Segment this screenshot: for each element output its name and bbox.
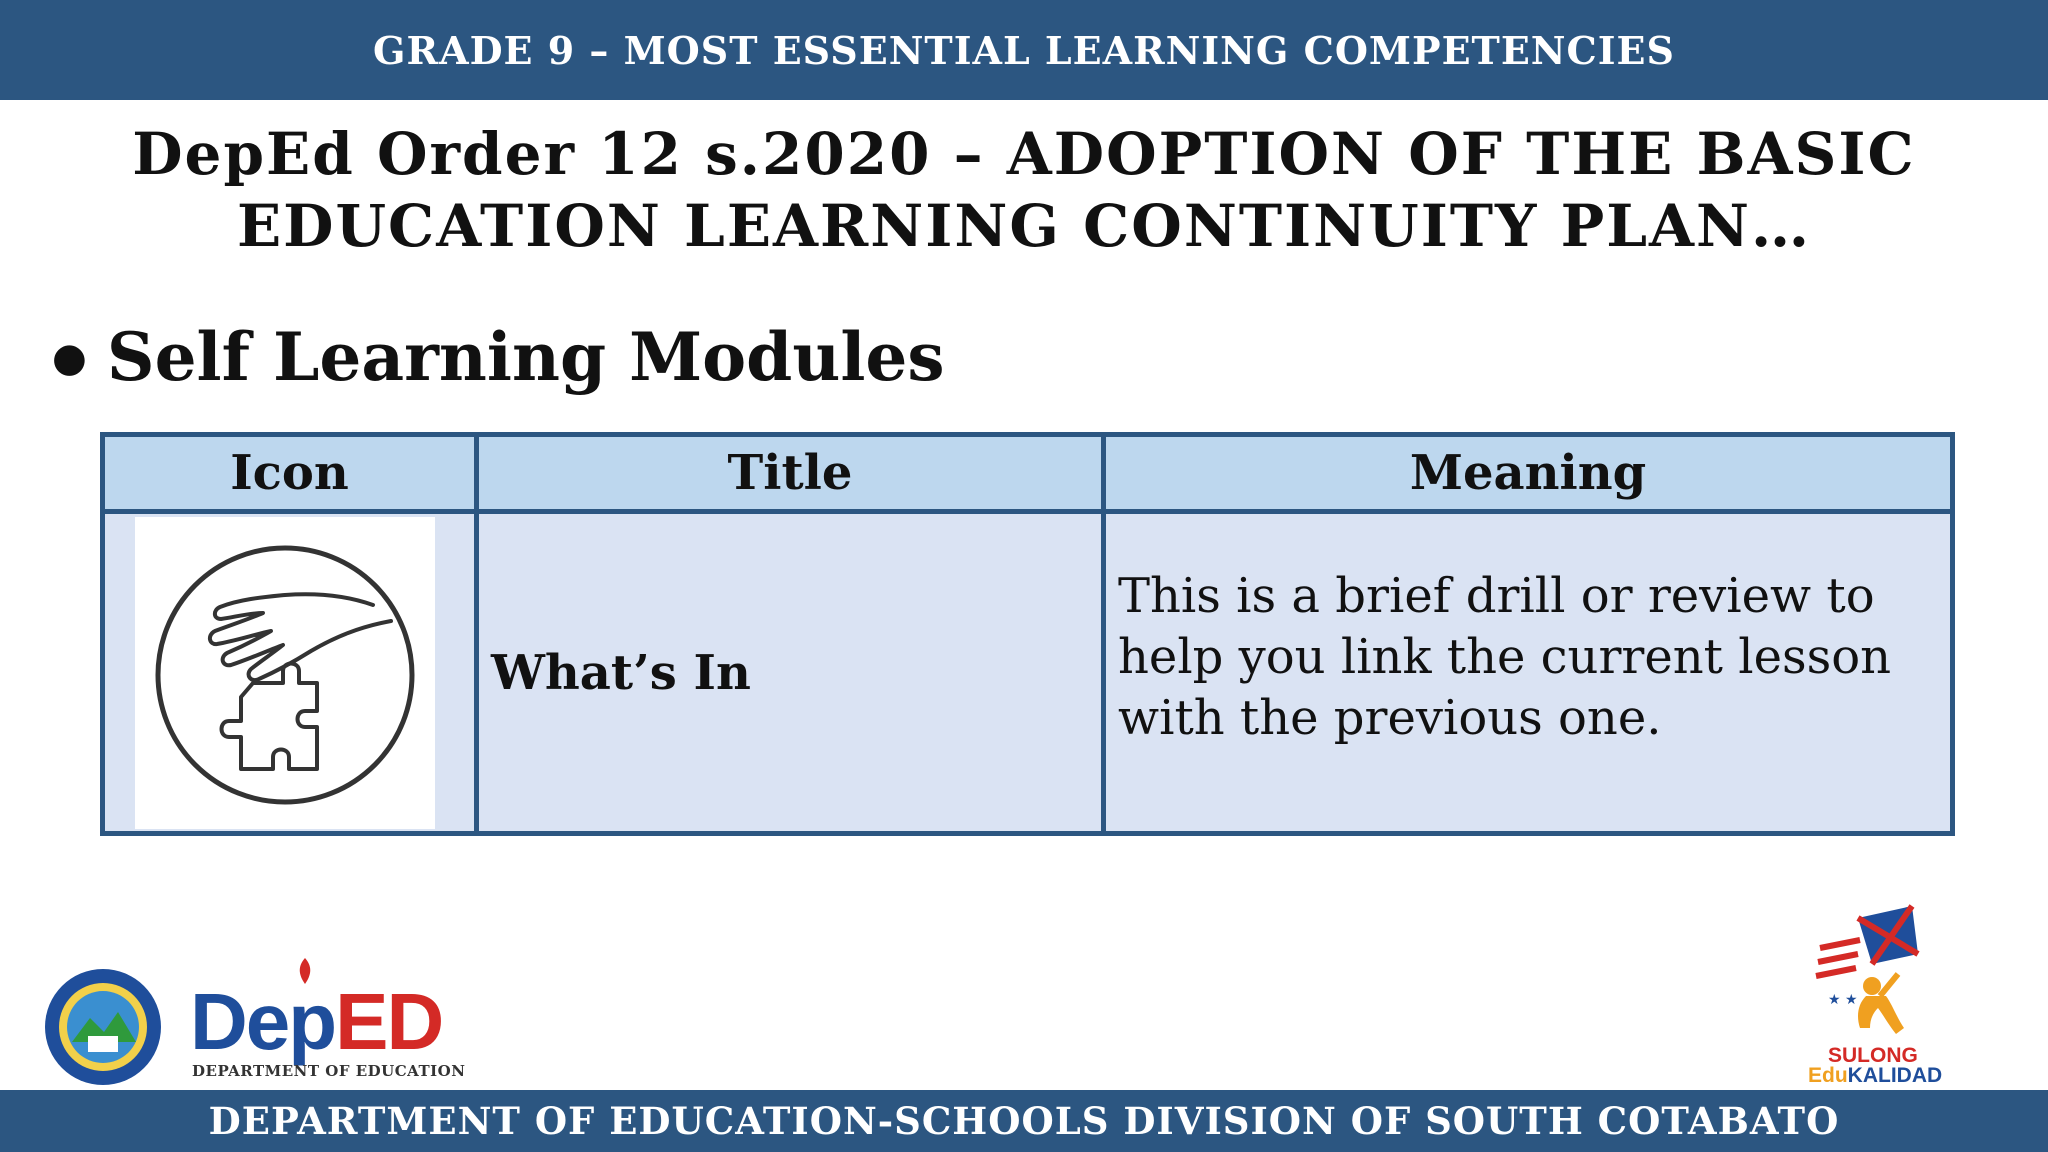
deped-wordmark: DepED (190, 977, 443, 1066)
row-title: What’s In (477, 512, 1104, 834)
bullet-dot-icon: ● (52, 333, 87, 381)
header-title: Title (477, 435, 1104, 512)
row-meaning: This is a brief drill or review to help you link the current lesson with the previous one. (1104, 512, 1953, 834)
slide-title (0, 118, 2048, 262)
icon-cell (103, 512, 477, 834)
edukalidad-text: EduKALIDAD (1808, 1064, 1943, 1087)
sulong-text: SULONG (1828, 1044, 1918, 1067)
table-row (103, 512, 1953, 834)
svg-text:★ ★: ★ ★ (1828, 992, 1858, 1008)
deped-subtitle: DEPARTMENT OF EDUCATION (192, 1062, 466, 1080)
footer-banner-text: DEPARTMENT OF EDUCATION-SCHOOLS DIVISION OF SOUTH COTABATO (208, 1099, 1840, 1143)
top-banner (0, 0, 2048, 100)
modules-table (100, 432, 1955, 836)
slide-title-line1: DepEd Order 12 s.2020 – ADOPTION OF THE BASIC (132, 120, 1916, 188)
header-icon: Icon (103, 435, 477, 512)
top-banner-text: GRADE 9 – MOST ESSENTIAL LEARNING COMPETENCIES (373, 27, 1675, 73)
footer-banner (0, 1090, 2048, 1152)
hand-placing-puzzle-piece-icon (135, 517, 435, 829)
sulong-edukalidad-logo (1800, 904, 1960, 1088)
bullet-text: Self Learning Modules (106, 318, 945, 396)
division-seal-logo (42, 966, 164, 1088)
slide-title-line2: EDUCATION LEARNING CONTINUITY PLAN… (236, 192, 1812, 260)
deped-logo (186, 962, 466, 1082)
table-header-row (103, 435, 1953, 512)
header-meaning: Meaning (1104, 435, 1953, 512)
bullet-item (52, 318, 945, 396)
